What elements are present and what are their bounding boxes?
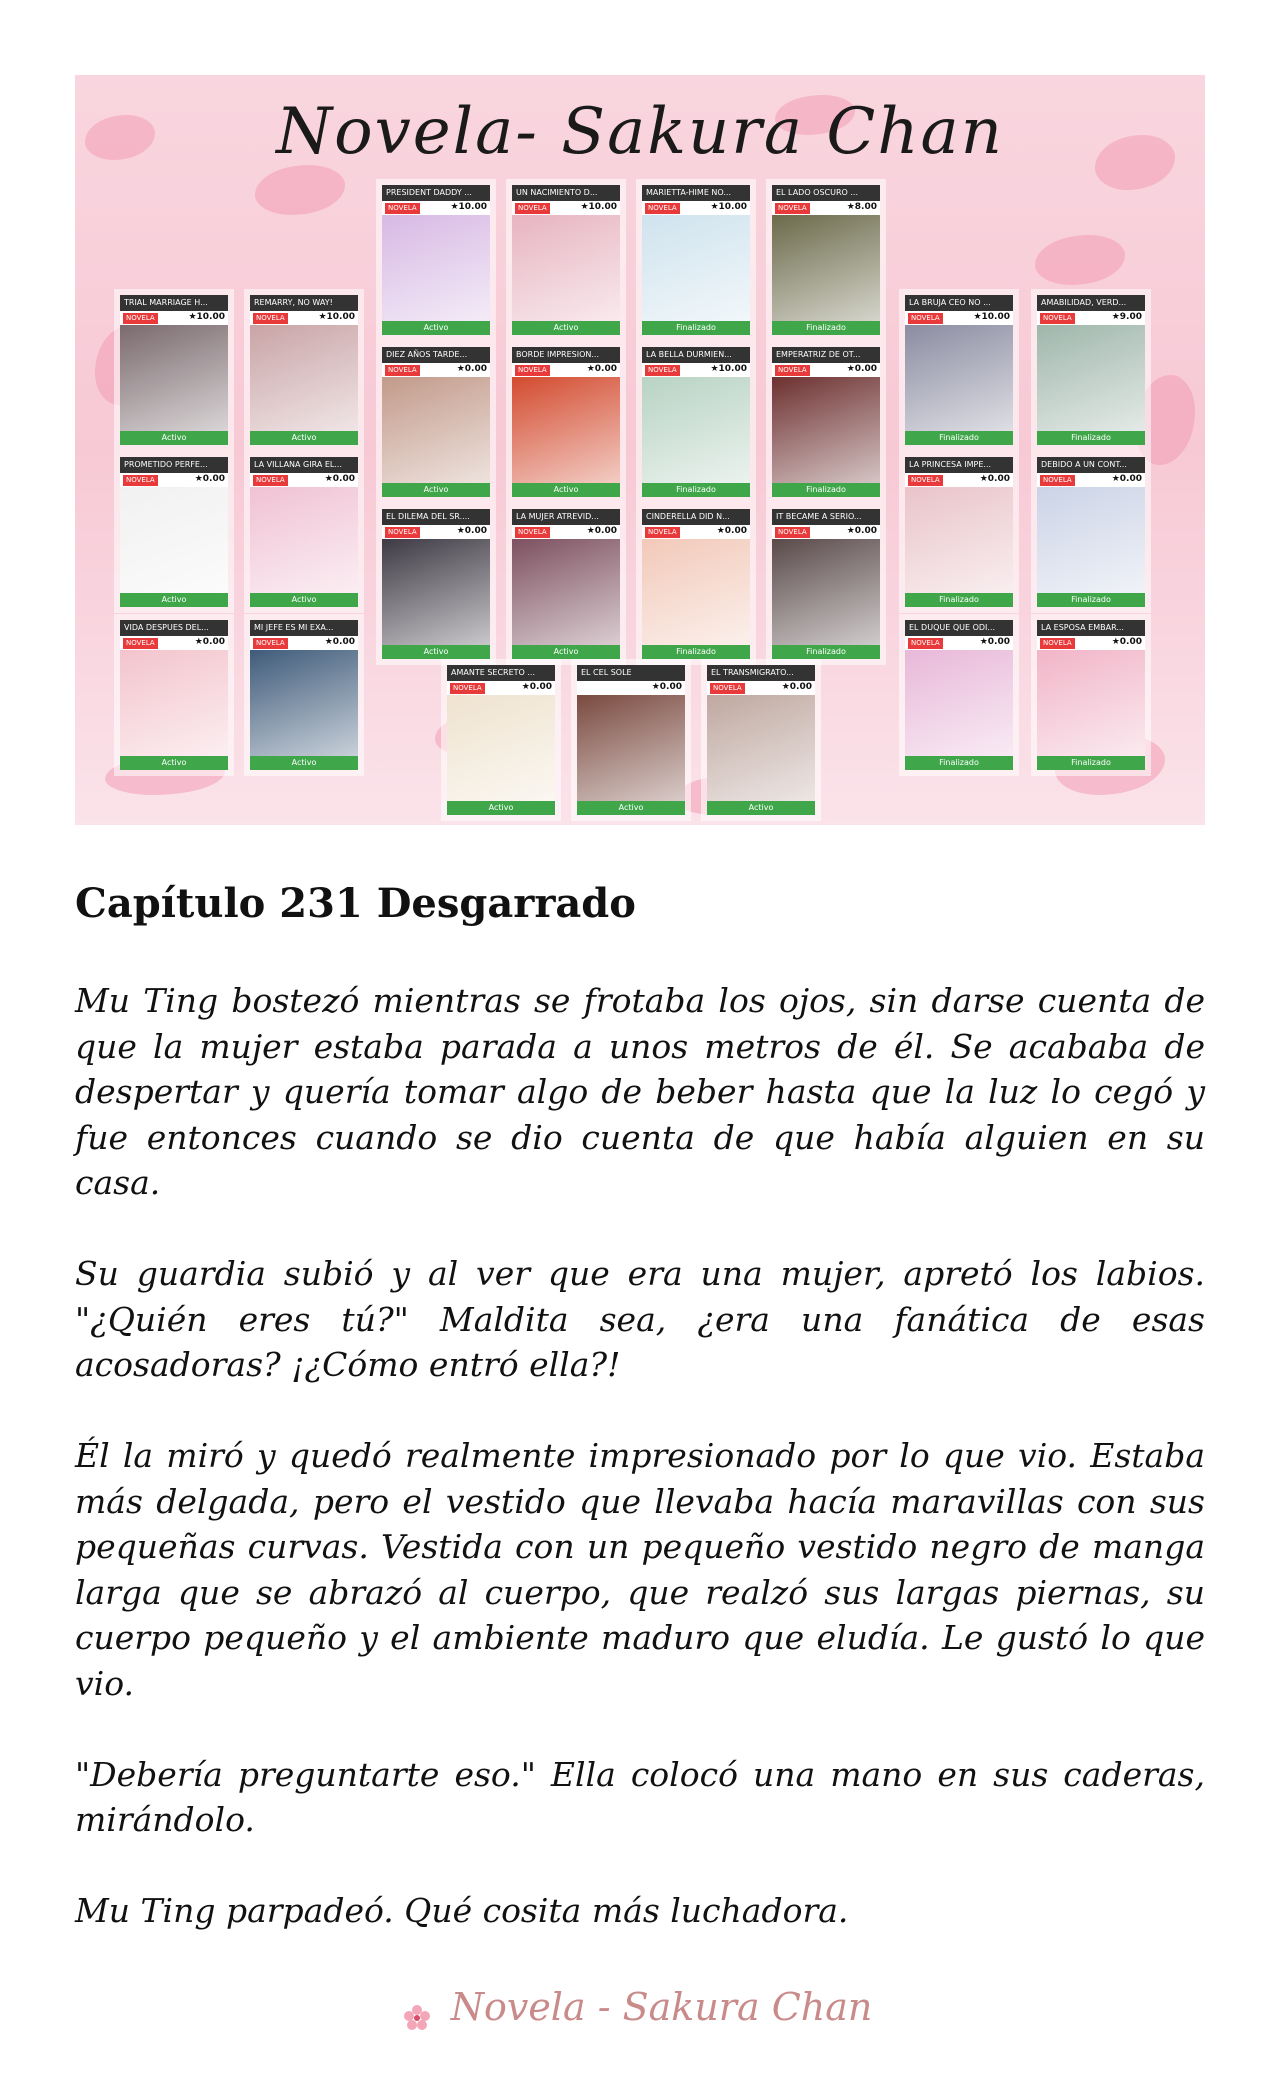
cover-rating: ★0.00 [586,526,617,536]
novel-cover[interactable] [120,457,228,607]
cover-title: EL DILEMA DEL SR.... [382,509,490,525]
cover-status: Activo [382,483,490,497]
cover-title: IT BECAME A SERIO... [772,509,880,525]
cover-rating: ★10.00 [450,202,487,212]
cover-rating: ★0.00 [979,474,1010,484]
cover-tag: NOVELA [908,475,943,486]
cover-tag: NOVELA [1040,313,1075,324]
chapter-body [75,978,1205,1979]
cover-title: MARIETTA-HIME NO... [642,185,750,201]
cover-status: Activo [447,801,555,815]
novel-cover[interactable] [382,347,490,497]
cover-rating: ★0.00 [1111,474,1142,484]
novel-cover[interactable] [772,509,880,659]
cover-rating: ★0.00 [586,364,617,374]
cover-rating: ★0.00 [781,682,812,692]
paragraph: Su guardia subió y al ver que era una mujer, apretó los labios. "¿Quién eres tú?" Maldita sea, ¿era una fanática de esas acosadoras? ¡¿Cómo entró ella?! [75,1254,1205,1384]
cover-art [120,650,228,756]
cover-status: Finalizado [1037,593,1145,607]
cover-art [512,377,620,483]
cover-art [772,377,880,483]
cover-rating: ★9.00 [1111,312,1142,322]
cover-art [512,539,620,645]
cover-status: Activo [512,483,620,497]
cover-title: DEBIDO A UN CONT... [1037,457,1145,473]
cover-rating: ★0.00 [521,682,552,692]
novel-cover[interactable] [250,457,358,607]
novel-cover[interactable] [905,295,1013,445]
cover-art [250,650,358,756]
cover-rating: ★0.00 [194,474,225,484]
cover-rating: ★8.00 [846,202,877,212]
cover-title: PROMETIDO PERFE... [120,457,228,473]
cover-title: REMARRY, NO WAY! [250,295,358,311]
cover-art [642,539,750,645]
novel-cover[interactable] [1037,620,1145,770]
cover-art [642,215,750,321]
paragraph: Mu Ting parpadeó. Qué cosita más luchadora. [75,1891,849,1930]
paragraph: Mu Ting bostezó mientras se frotaba los ojos, sin darse cuenta de que la mujer estaba parada a unos metros de él. Se acababa de despertar y quería tomar algo de beber hasta que la luz lo cegó y fue entonces cuando se dio cuenta de que había alguien en su casa. [75,981,1205,1202]
novel-cover[interactable] [250,295,358,445]
cover-tag: NOVELA [908,313,943,324]
cover-title: EL CEL SOLE [577,665,685,681]
cover-art [1037,650,1145,756]
cover-rating: ★0.00 [846,526,877,536]
banner-image [75,75,1205,825]
cover-tag: NOVELA [515,203,550,214]
cover-tag: NOVELA [385,203,420,214]
cover-rating: ★0.00 [716,526,747,536]
cover-tag: NOVELA [123,638,158,649]
novel-cover[interactable] [512,509,620,659]
cover-title: TRIAL MARRIAGE H... [120,295,228,311]
cover-title: AMANTE SECRETO ... [447,665,555,681]
cover-rating: ★10.00 [710,364,747,374]
cover-title: CINDERELLA DID N... [642,509,750,525]
cover-status: Finalizado [905,756,1013,770]
cover-title: LA MUJER ATREVID... [512,509,620,525]
cover-art [772,215,880,321]
novel-cover[interactable] [250,620,358,770]
cover-tag: NOVELA [775,527,810,538]
cover-art [447,695,555,801]
novel-cover[interactable] [512,185,620,335]
cover-tag: NOVELA [253,313,288,324]
cover-rating: ★0.00 [1111,637,1142,647]
cover-rating: ★10.00 [710,202,747,212]
novel-cover[interactable] [642,185,750,335]
cover-status: Finalizado [905,431,1013,445]
cover-tag: NOVELA [775,203,810,214]
cover-tag: NOVELA [710,683,745,694]
cover-status: Finalizado [772,321,880,335]
cover-status: Finalizado [905,593,1013,607]
cover-status: Finalizado [642,645,750,659]
cover-title: LA BRUJA CEO NO ... [905,295,1013,311]
cover-rating: ★10.00 [318,312,355,322]
novel-cover[interactable] [772,185,880,335]
novel-cover[interactable] [382,509,490,659]
cover-title: LA BELLA DURMIEN... [642,347,750,363]
cover-status: Finalizado [642,483,750,497]
cover-status: Finalizado [772,645,880,659]
novel-cover[interactable] [905,457,1013,607]
cover-status: Activo [512,321,620,335]
cover-status: Activo [120,756,228,770]
cover-status: Activo [120,593,228,607]
novel-cover[interactable] [905,620,1013,770]
cover-art [382,539,490,645]
cover-rating: ★0.00 [324,474,355,484]
novel-cover[interactable] [1037,295,1145,445]
cover-rating: ★0.00 [651,682,682,692]
cover-art [905,325,1013,431]
cover-status: Finalizado [642,321,750,335]
cover-art [382,215,490,321]
cover-status: Activo [382,321,490,335]
cover-title: EL LADO OSCURO ... [772,185,880,201]
cover-tag: NOVELA [515,527,550,538]
paragraph: "Debería preguntarte eso." Ella colocó una mano en sus caderas, mirándolo. [75,1754,1205,1839]
cover-art [382,377,490,483]
cover-status: Activo [707,801,815,815]
cover-art [512,215,620,321]
cover-tag: NOVELA [123,313,158,324]
chapter-title: Capítulo 231 Desgarrado [75,880,636,927]
cover-rating: ★0.00 [979,637,1010,647]
cover-tag: NOVELA [645,365,680,376]
cover-art [905,650,1013,756]
cover-title: LA ESPOSA EMBAR... [1037,620,1145,636]
cover-title: MI JEFE ES MI EXA... [250,620,358,636]
cover-title: BORDE IMPRESION... [512,347,620,363]
novel-cover[interactable] [120,295,228,445]
cover-art [120,487,228,593]
cover-title: LA PRINCESA IMPE... [905,457,1013,473]
novel-cover[interactable] [382,185,490,335]
novel-cover[interactable] [1037,457,1145,607]
cover-rating: ★10.00 [973,312,1010,322]
cover-rating: ★0.00 [324,637,355,647]
cover-art [250,487,358,593]
cover-tag: NOVELA [450,683,485,694]
cover-tag: NOVELA [123,475,158,486]
watermark-text: Novela - Sakura Chan [450,1985,873,2029]
cover-tag: NOVELA [645,527,680,538]
paragraph: Él la miró y quedó realmente impresionado por lo que vio. Estaba más delgada, pero el vestido que llevaba hacía maravillas con sus pequeñas curvas. Vestida con un pequeño vestido negro de manga larga que se abrazó al cuerpo, que realzó sus largas piernas, su cuerpo pequeño y el ambiente maduro que eludía. Le gustó lo que vio. [75,1436,1205,1703]
cover-title: DIEZ AÑOS TARDE... [382,347,490,363]
banner-title: Novela- Sakura Chan [276,95,1004,169]
novel-cover[interactable] [577,665,685,815]
cover-art [120,325,228,431]
cover-title: PRESIDENT DADDY ... [382,185,490,201]
cover-title: EL TRANSMIGRATO... [707,665,815,681]
cover-rating: ★0.00 [456,526,487,536]
cover-title: AMABILIDAD, VERD... [1037,295,1145,311]
footer-watermark [0,1985,1275,2029]
cover-rating: ★0.00 [456,364,487,374]
cover-art [577,695,685,801]
cover-art [250,325,358,431]
cover-tag: NOVELA [253,638,288,649]
cover-title: EMPERATRIZ DE OT... [772,347,880,363]
cover-rating: ★0.00 [194,637,225,647]
cover-title: LA VILLANA GIRA EL... [250,457,358,473]
cover-status: Finalizado [1037,431,1145,445]
cover-tag: NOVELA [775,365,810,376]
cover-tag: NOVELA [908,638,943,649]
cover-status: Activo [120,431,228,445]
cover-status: Activo [250,593,358,607]
cover-rating: ★10.00 [580,202,617,212]
cover-status: Activo [382,645,490,659]
cover-art [1037,325,1145,431]
cover-tag: NOVELA [515,365,550,376]
cover-status: Activo [577,801,685,815]
novel-cover[interactable] [642,509,750,659]
novel-cover[interactable] [707,665,815,815]
cover-status: Activo [250,431,358,445]
cover-tag: NOVELA [385,365,420,376]
novel-cover[interactable] [642,347,750,497]
novel-cover[interactable] [447,665,555,815]
cover-tag: NOVELA [385,527,420,538]
cover-tag: NOVELA [253,475,288,486]
novel-cover[interactable] [512,347,620,497]
cover-art [642,377,750,483]
cover-tag: NOVELA [1040,475,1075,486]
cover-status: Finalizado [772,483,880,497]
cover-status: Finalizado [1037,756,1145,770]
cover-tag: NOVELA [645,203,680,214]
sakura-flower-icon [403,1997,431,2025]
cover-status: Activo [512,645,620,659]
cover-art [1037,487,1145,593]
cover-art [905,487,1013,593]
cover-status: Activo [250,756,358,770]
cover-art [772,539,880,645]
novel-cover[interactable] [772,347,880,497]
cover-rating: ★10.00 [188,312,225,322]
cover-tag: NOVELA [1040,638,1075,649]
novel-cover[interactable] [120,620,228,770]
cover-title: VIDA DESPUES DEL... [120,620,228,636]
cover-title: EL DUQUE QUE ODI... [905,620,1013,636]
cover-art [707,695,815,801]
cover-rating: ★0.00 [846,364,877,374]
cover-title: UN NACIMIENTO D... [512,185,620,201]
